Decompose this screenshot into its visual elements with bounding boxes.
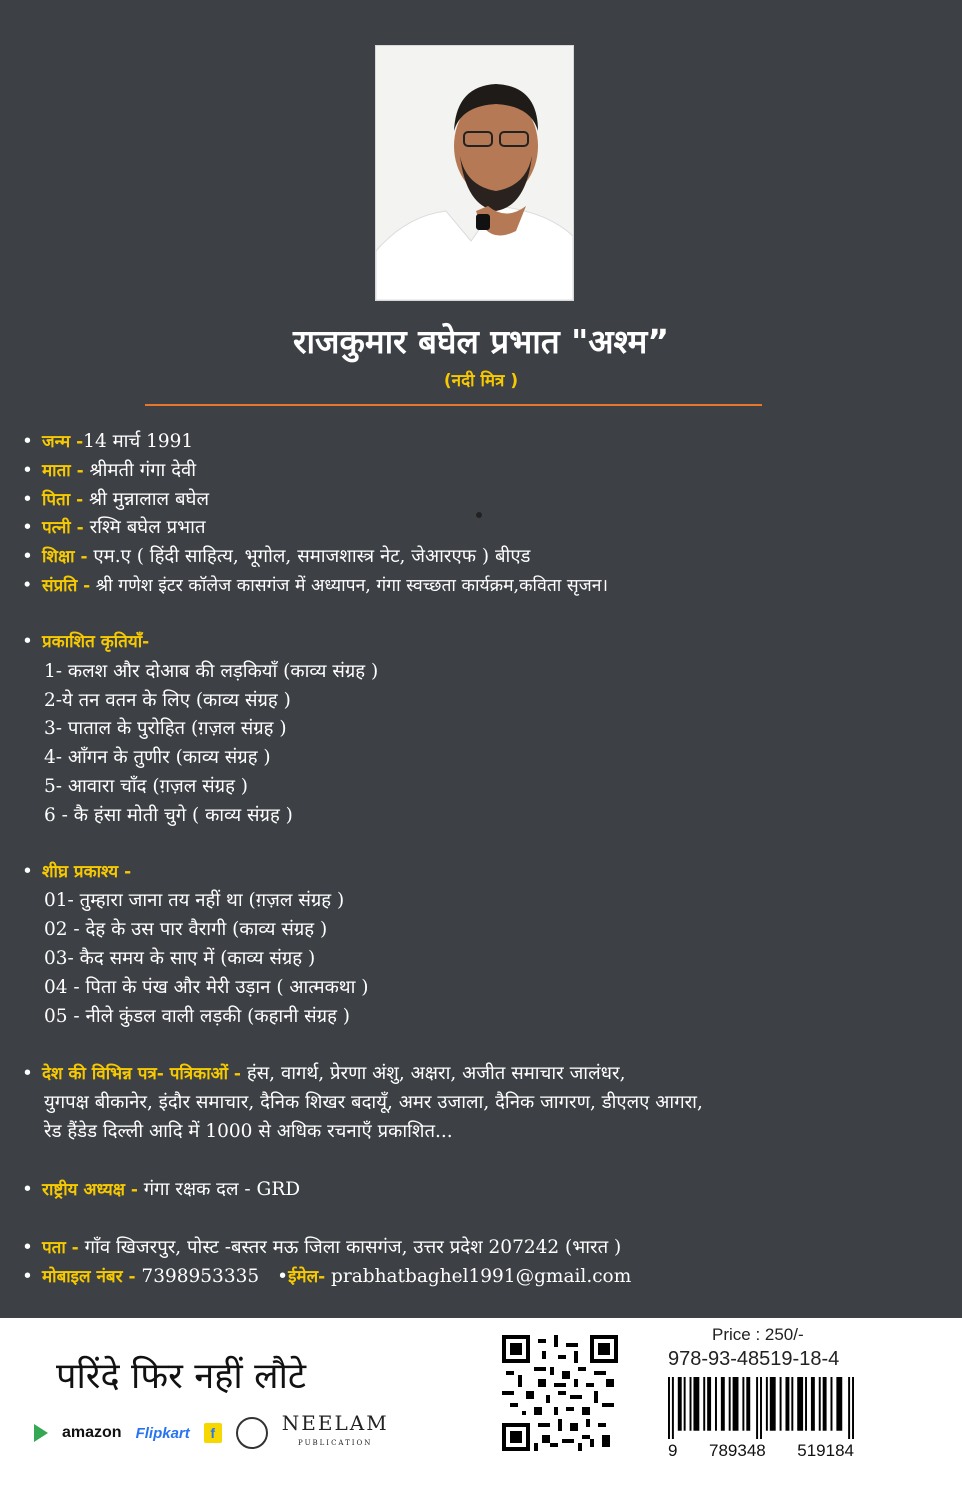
flipkart-bag-icon: f bbox=[204, 1423, 222, 1443]
bio-wife: • पत्नी - रश्मि बघेल प्रभात bbox=[22, 517, 206, 538]
stray-dot bbox=[476, 512, 482, 518]
book-title: परिंदे फिर नहीं लौटे bbox=[56, 1356, 307, 1397]
author-alias: (नदी मित्र ) bbox=[443, 371, 519, 391]
barcode bbox=[668, 1377, 854, 1439]
price: Price : 250/- bbox=[712, 1325, 804, 1344]
store-logos bbox=[34, 1411, 389, 1448]
publisher-logo: NEELAM PUBLICATION bbox=[281, 1411, 389, 1447]
published-item: 4- आँगन के तुणीर (काव्य संग्रह ) bbox=[44, 747, 271, 768]
upcoming-item: 04 - पिता के पंख और मेरी उड़ान ( आत्मकथा ) bbox=[44, 977, 369, 998]
flipkart-logo: Flipkart bbox=[135, 1424, 190, 1442]
bio-education: • शिक्षा - एम.ए ( हिंदी साहित्य, भूगोल, समाजशास्त्र नेट, जेआरएफ ) बीएड bbox=[22, 546, 531, 567]
amazon-logo: amazon bbox=[62, 1424, 122, 1441]
published-item: 5- आवारा चाँद (ग़ज़ल संग्रह ) bbox=[44, 776, 249, 797]
barcode-digits: 9 789348 519184 bbox=[668, 1441, 854, 1460]
contact: • मोबाइल नंबर - 7398953335 •ईमेल- prabhatbaghel1991@gmail.com bbox=[22, 1266, 632, 1287]
upcoming-item: 01- तुम्हारा जाना तय नहीं था (ग़ज़ल संग्रह ) bbox=[44, 890, 345, 911]
magazines-line-3: रेड हैंडेड दिल्ली आदि में 1000 से अधिक रचनाएँ प्रकाशित... bbox=[44, 1121, 453, 1142]
president: • राष्ट्रीय अध्यक्ष - गंगा रक्षक दल - GRD bbox=[22, 1179, 301, 1200]
bio-occupation: • संप्रति - श्री गणेश इंटर कॉलेज कासगंज में अध्यापन, गंगा स्वच्छता कार्यक्रम,कविता सृजन। bbox=[22, 576, 609, 596]
qr-code bbox=[502, 1335, 618, 1451]
bio-mother: • माता - श्रीमती गंगा देवी bbox=[22, 460, 197, 481]
published-item: 3- पाताल के पुरोहित (ग़ज़ल संग्रह ) bbox=[44, 718, 287, 739]
published-item: 1- कलश और दोआब की लड़कियाँ (काव्य संग्रह ) bbox=[44, 661, 379, 682]
upcoming-item: 05 - नीले कुंडल वाली लड़की (कहानी संग्रह ) bbox=[44, 1006, 351, 1027]
author-photo bbox=[375, 45, 574, 301]
magazines-line-1: • देश की विभिन्न पत्र- पत्रिकाओं - हंस, वागर्थ, प्रेरणा अंशु, अक्षरा, अजीत समाचार जालंधर, bbox=[22, 1063, 626, 1084]
upcoming-item: 02 - देह के उस पार वैरागी (काव्य संग्रह ) bbox=[44, 919, 328, 940]
isbn: 978-93-48519-18-4 bbox=[668, 1348, 840, 1370]
published-item: 6 - कै हंसा मोती चुगे ( काव्य संग्रह ) bbox=[44, 805, 293, 826]
magazines-line-2: युगपक्ष बीकानेर, इंदौर समाचार, दैनिक शिखर बदायूँ, अमर उजाला, दैनिक जागरण, डीएलए आगरा, bbox=[44, 1092, 703, 1113]
bio-father: • पिता - श्री मुन्नालाल बघेल bbox=[22, 489, 209, 510]
divider bbox=[145, 404, 762, 406]
upcoming-heading: • शीघ्र प्रकाश्य - bbox=[22, 861, 132, 882]
upcoming-item: 03- कैद समय के साए में (काव्य संग्रह ) bbox=[44, 948, 316, 969]
published-item: 2-ये तन वतन के लिए (काव्य संग्रह ) bbox=[44, 690, 291, 711]
play-store-icon bbox=[34, 1424, 48, 1442]
publisher-seal-icon bbox=[236, 1417, 268, 1449]
bio-birth: • जन्म -14 मार्च 1991 bbox=[22, 431, 194, 452]
address: • पता - गाँव खिजरपुर, पोस्ट -बस्तर मऊ जिला कासगंज, उत्तर प्रदेश 207242 (भारत ) bbox=[22, 1237, 622, 1258]
published-heading: • प्रकाशित कृतियाँ- bbox=[22, 631, 150, 652]
author-name: राजकुमार बघेल प्रभात "अश्म” bbox=[292, 322, 670, 361]
